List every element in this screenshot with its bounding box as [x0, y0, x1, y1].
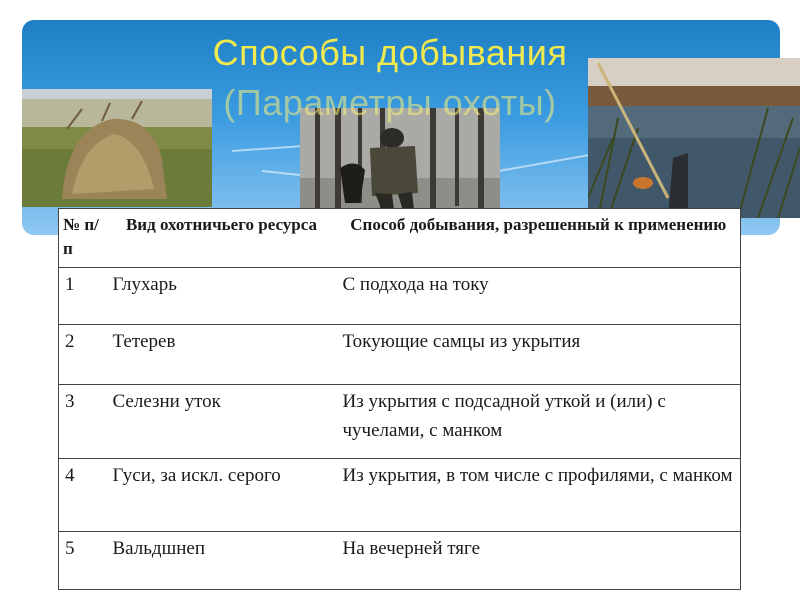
- title-line-2: (Параметры охоты): [223, 82, 557, 123]
- title-line-1: Способы добывания: [212, 32, 568, 73]
- slide-title: [140, 28, 640, 128]
- table-row: [59, 325, 741, 385]
- methods-table: [58, 208, 741, 590]
- row-resource: Селезни уток: [107, 385, 337, 459]
- row-resource: Глухарь: [107, 268, 337, 325]
- row-method: Токующие самцы из укрытия: [337, 325, 741, 385]
- row-resource: Тетерев: [107, 325, 337, 385]
- row-method: На вечерней тяге: [337, 532, 741, 590]
- row-num: 3: [59, 385, 107, 459]
- row-num: 5: [59, 532, 107, 590]
- row-num: 1: [59, 268, 107, 325]
- header-resource: Вид охотничьего ресурса: [107, 209, 337, 268]
- table-header-row: [59, 209, 741, 268]
- row-method: С подхода на току: [337, 268, 741, 325]
- table-row: [59, 459, 741, 532]
- row-num: 2: [59, 325, 107, 385]
- row-method: Из укрытия с подсадной уткой и (или) с чучелами, с манком: [337, 385, 741, 459]
- header-method: Способ добывания, разрешенный к применению: [337, 209, 741, 268]
- table-row: [59, 268, 741, 325]
- row-method: Из укрытия, в том числе с профилями, с манком: [337, 459, 741, 532]
- table-row: [59, 385, 741, 459]
- row-resource: Вальдшнеп: [107, 532, 337, 590]
- table-row: [59, 532, 741, 590]
- header-num: № п/п: [59, 209, 107, 268]
- row-num: 4: [59, 459, 107, 532]
- hunting-methods-table: [58, 208, 740, 583]
- row-resource: Гуси, за искл. серого: [107, 459, 337, 532]
